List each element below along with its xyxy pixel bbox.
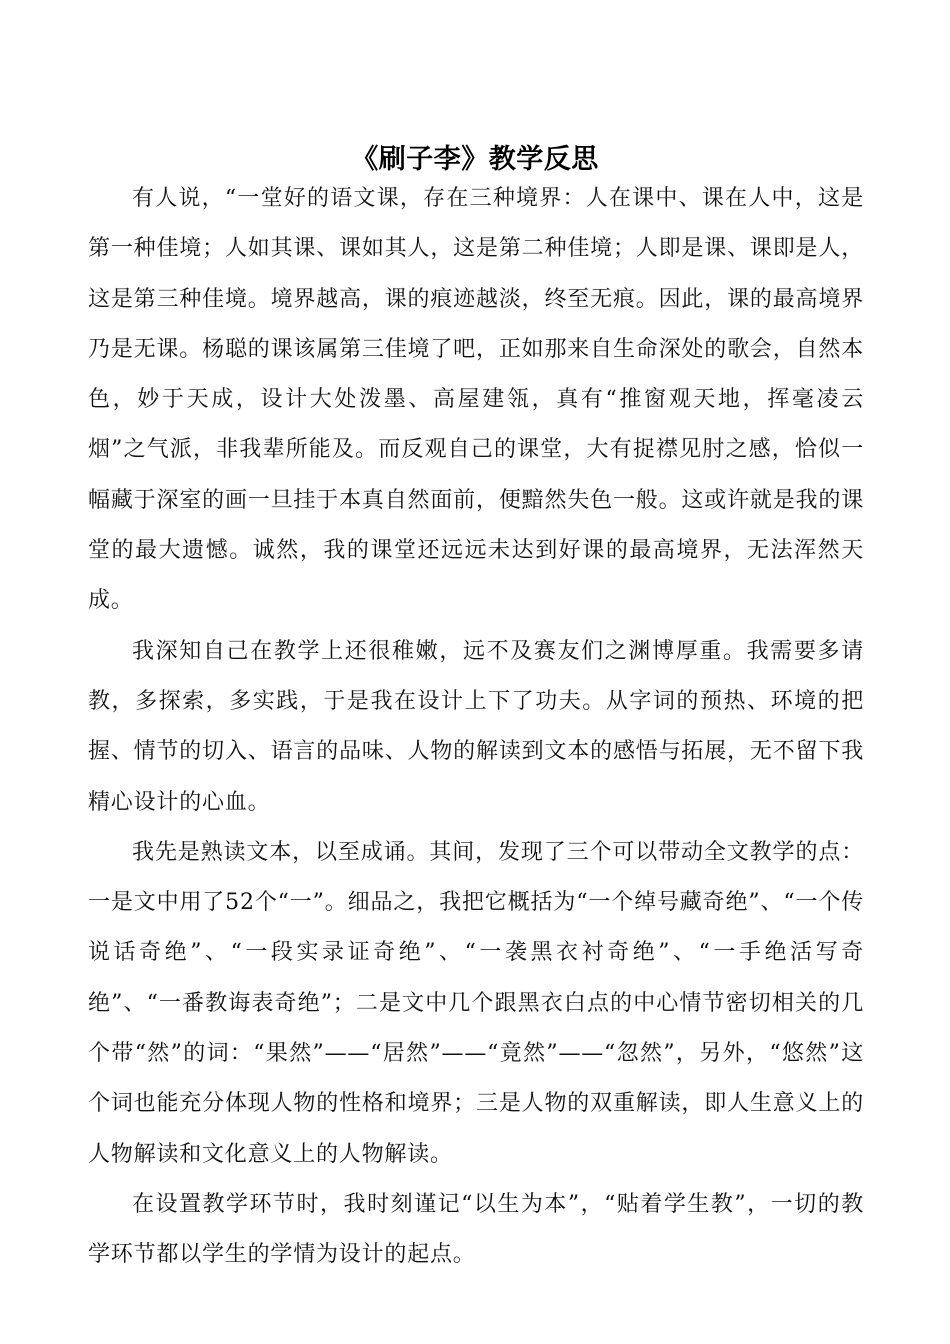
paragraph-2: 我深知自己在教学上还很稚嫩，远不及赛友们之渊博厚重。我需要多请教，多探索，多实践，于是我在设计上下了功夫。从字词的预热、环境的把握、情节的切入、语言的品味、人物的解读到文本的感悟与拓展，无不留下我精心设计的心血。: [88, 638, 864, 815]
document-body: [88, 174, 864, 1281]
paragraph-4: 在设置教学环节时，我时刻谨记“以生为本”，“贴着学生教”，一切的教学环节都以学生的学情为设计的起点。: [88, 1191, 864, 1268]
paragraph-1: 有人说，“一堂好的语文课，存在三种境界：人在课中、课在人中，这是第一种佳境；人如其课、课如其人，这是第二种佳境；人即是课、课即是人，这是第三种佳境。境界越高，课的痕迹越淡，终至无痕。因此，课的最高境界乃是无课。杨聪的课该属第三佳境了吧，正如那来自生命深处的歌会，自然本色，妙于天成，设计大处泼墨、高屋建瓴，真有“推窗观天地，挥毫凌云烟”之气派，非我辈所能及。而反观自己的课堂，大有捉襟见肘之感，恰似一幅藏于深室的画一旦挂于本真自然面前，便黯然失色一般。这或许就是我的课堂的最大遗憾。诚然，我的课堂还远远未达到好课的最高境界，无法浑然天成。: [88, 186, 864, 614]
document-title: 《刷子李》教学反思: [351, 144, 599, 176]
paragraph-3: 我先是熟读文本，以至成诵。其间，发现了三个可以带动全文教学的点：一是文中用了52个“一”。细品之，我把它概括为“一个绰号藏奇绝”、“一个传说话奇绝”、“一段实录证奇绝”、“一袭黑衣衬奇绝”、“一手绝活写奇绝”、“一番教诲表奇绝”；二是文中几个跟黑衣白点的中心情节密切相关的几个带“然”的词：“果然”——“居然”——“竟然”——“忽然”，另外，“悠然”这个词也能充分体现人物的性格和境界；三是人物的双重解读，即人生意义上的人物解读和文化意义上的人物解读。: [88, 839, 864, 1167]
